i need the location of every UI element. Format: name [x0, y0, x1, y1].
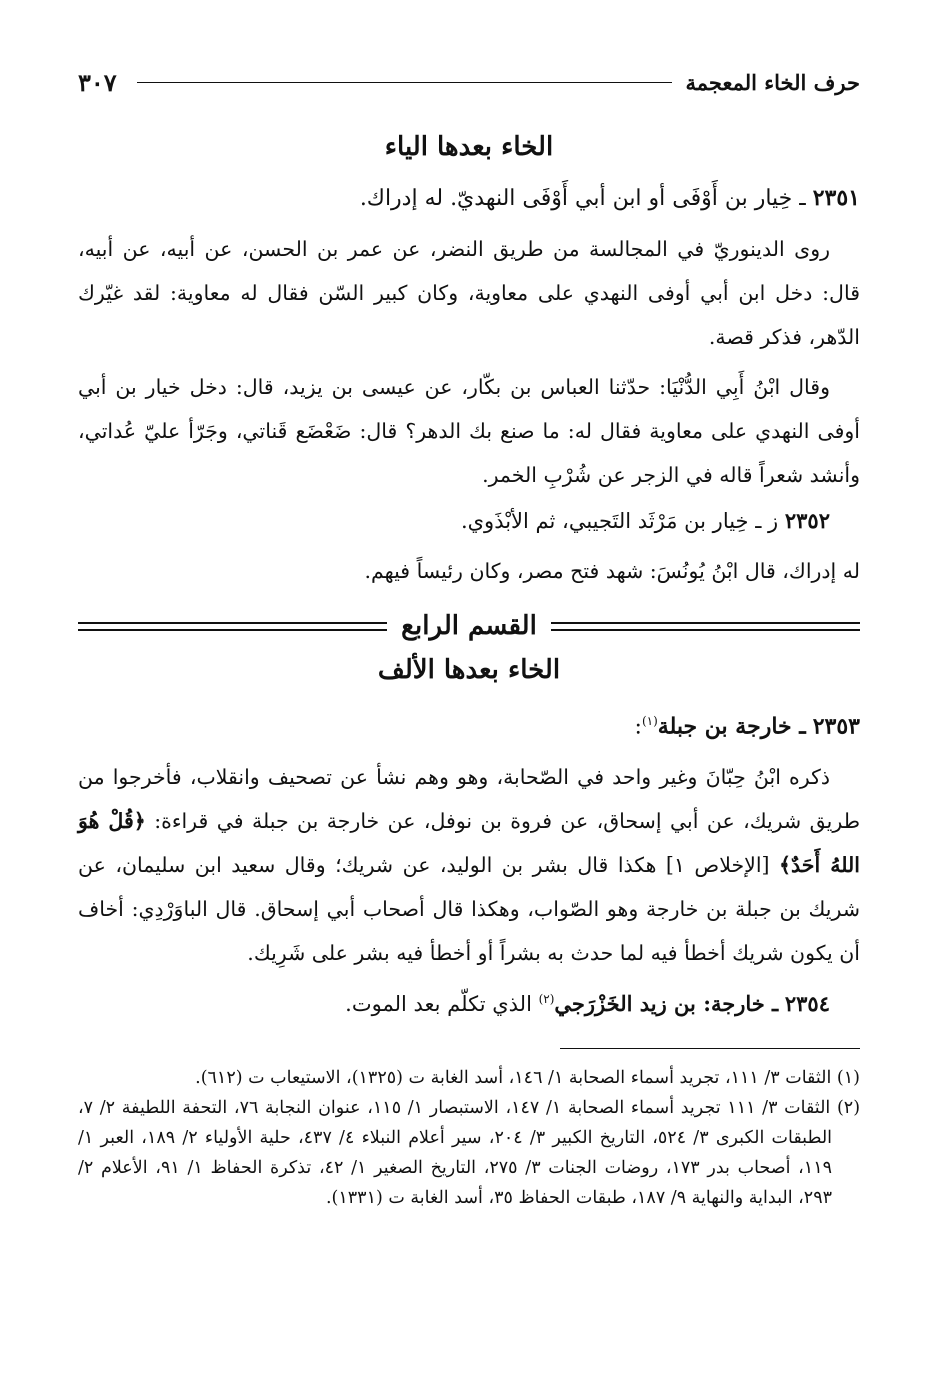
footnotes — [78, 1063, 860, 1213]
entry-number: ٢٣٥٣ — [812, 713, 860, 740]
entry-2351-heading — [78, 176, 860, 221]
entry-title: ـ خارجة: بن زيد الخَزْرَجي — [554, 991, 779, 1017]
running-header — [78, 62, 860, 102]
entry-2353-paragraph — [78, 755, 860, 975]
quran-verse: ﴿قُلْ هُوَ اللهُ أَحَدٌ﴾ — [78, 809, 860, 878]
running-title: حرف الخاء المعجمة — [685, 69, 860, 95]
paragraph-text: [الإخلاص ١] هكذا قال بشر بن الوليد، عن شريك؛ وقال سعيد ابن سليمان، عن شريك بن جبلة بن خارجة وهو الصّواب، وهكذا قال أصحاب أبي إسحاق. قال الباوَرْدِي: أخاف أن يكون شريك أخطأ فيه لما حدث به بشراً أو أخطأ فيه بشر على شَرِيك. — [78, 853, 860, 966]
entry-number: ٢٣٥١ — [812, 185, 860, 211]
entry-2352-paragraph: له إدراك، قال ابْنُ يُونُسَ: شهد فتح مصر، وكان رئيساً فيهم. — [364, 559, 860, 583]
section-heading-kha-ya: الخاء بعدها الياء — [384, 132, 554, 162]
paragraph-text: ذكره ابْنُ حِبّانَ وغير واحد في الصّحابة، وهو وهم نشأ عن تصحيف وانقلاب، فأخرجوا من طريق شريك، عن أبي إسحاق، عن فروة بن نوفل، عن خارجة بن جبلة في قراءة: — [78, 765, 861, 834]
footnote-separator — [560, 1048, 860, 1049]
footnote-1: (١) الثقات ٣/ ١١١، تجريد أسماء الصحابة ١/ ١٤٦، أسد الغابة ت (١٣٢٥)، الاستيعاب ت (٦١٢). — [195, 1068, 860, 1089]
entry-2354-heading — [78, 977, 860, 1026]
division-title: القسم الرابع — [401, 611, 537, 641]
entry-2352-heading — [78, 499, 860, 543]
entry-2351-paragraph-1: روى الدينوريّ في المجالسة من طريق النضر، عن عمر بن الحسن، عن أبيه، عن أبيه، قال: دخل ابن أبي أوفى النهدي على معاوية، وكان كبير السّن فقال له معاوية: لقد غيّرك الدّهر، فذكر قصة. — [78, 237, 860, 349]
double-rule-left — [78, 622, 387, 631]
footnote-marker: (٢) — [538, 992, 555, 1007]
page-number: ٣٠٧ — [78, 67, 117, 97]
entry-title: ـ خارجة بن جبلة — [657, 713, 806, 740]
entry-title: ز ـ خِيار بن مَرْثَد التَجيبي، ثم الأبْذَوي. — [460, 509, 779, 533]
entry-number: ٢٣٥٤ — [784, 991, 830, 1017]
entry-number: ٢٣٥٢ — [784, 508, 830, 533]
footnote-2: (٢) الثقات ٣/ ١١١ تجريد أسماء الصحابة ١/ ١٤٧، الاستبصار ١/ ١١٥، عنوان النجابة ٧٦، التحفة اللطيفة ٢/ ٧، الطبقات الكبرى ٣/ ٥٢٤، التاريخ الكبير ٣/ ٢٠٤، سير أعلام النبلاء ٤/ ٤٣٧، حلية الأولياء ٢/ ١٨٩، العبر ١/ ١١٩، أصحاب بدر ١٧٣، روضات الجنات ٣/ ٢٧٥، التاريخ الصغير ١/ ٤٢، تذكرة الحفاظ ١/ ٩١، الأعلام ٢/ ٢٩٣، البداية والنهاية ٩/ ١٨٧، طبقات الحفاظ ٣٥، أسد الغابة ت (١٣٣١). — [78, 1098, 861, 1209]
header-rule — [137, 82, 672, 83]
entry-title-tail: الذي تكلّم بعد الموت. — [345, 992, 539, 1017]
entry-2353-heading — [78, 699, 860, 749]
footnote-marker: (١) — [641, 714, 658, 728]
section-heading-kha-alif: الخاء بعدها الألف — [377, 655, 561, 685]
entry-title: ـ خِيار بن أَوْفَى أو ابن أبي أَوْفَى النهديّ. له إدراك. — [359, 186, 806, 211]
entry-2351-paragraph-2: وقال ابْنُ أَبِي الدُّنْيَا: حدّثنا العباس بن بكّار، عن عيسى بن يزيد، قال: دخل خيار بن أبي أوفى النهدي على معاوية فقال له: ما صنع بك الدهر؟ قال: ضَعْضَع قَناتي، وجَرّأ عليّ عُداتي، وأنشد شعراً قاله في الزجر عن شُرْبِ الخمر. — [78, 375, 860, 487]
double-rule-right — [551, 622, 860, 631]
entry-title-tail: : — [634, 714, 642, 740]
page-body — [78, 118, 860, 1213]
division-banner — [78, 611, 860, 641]
